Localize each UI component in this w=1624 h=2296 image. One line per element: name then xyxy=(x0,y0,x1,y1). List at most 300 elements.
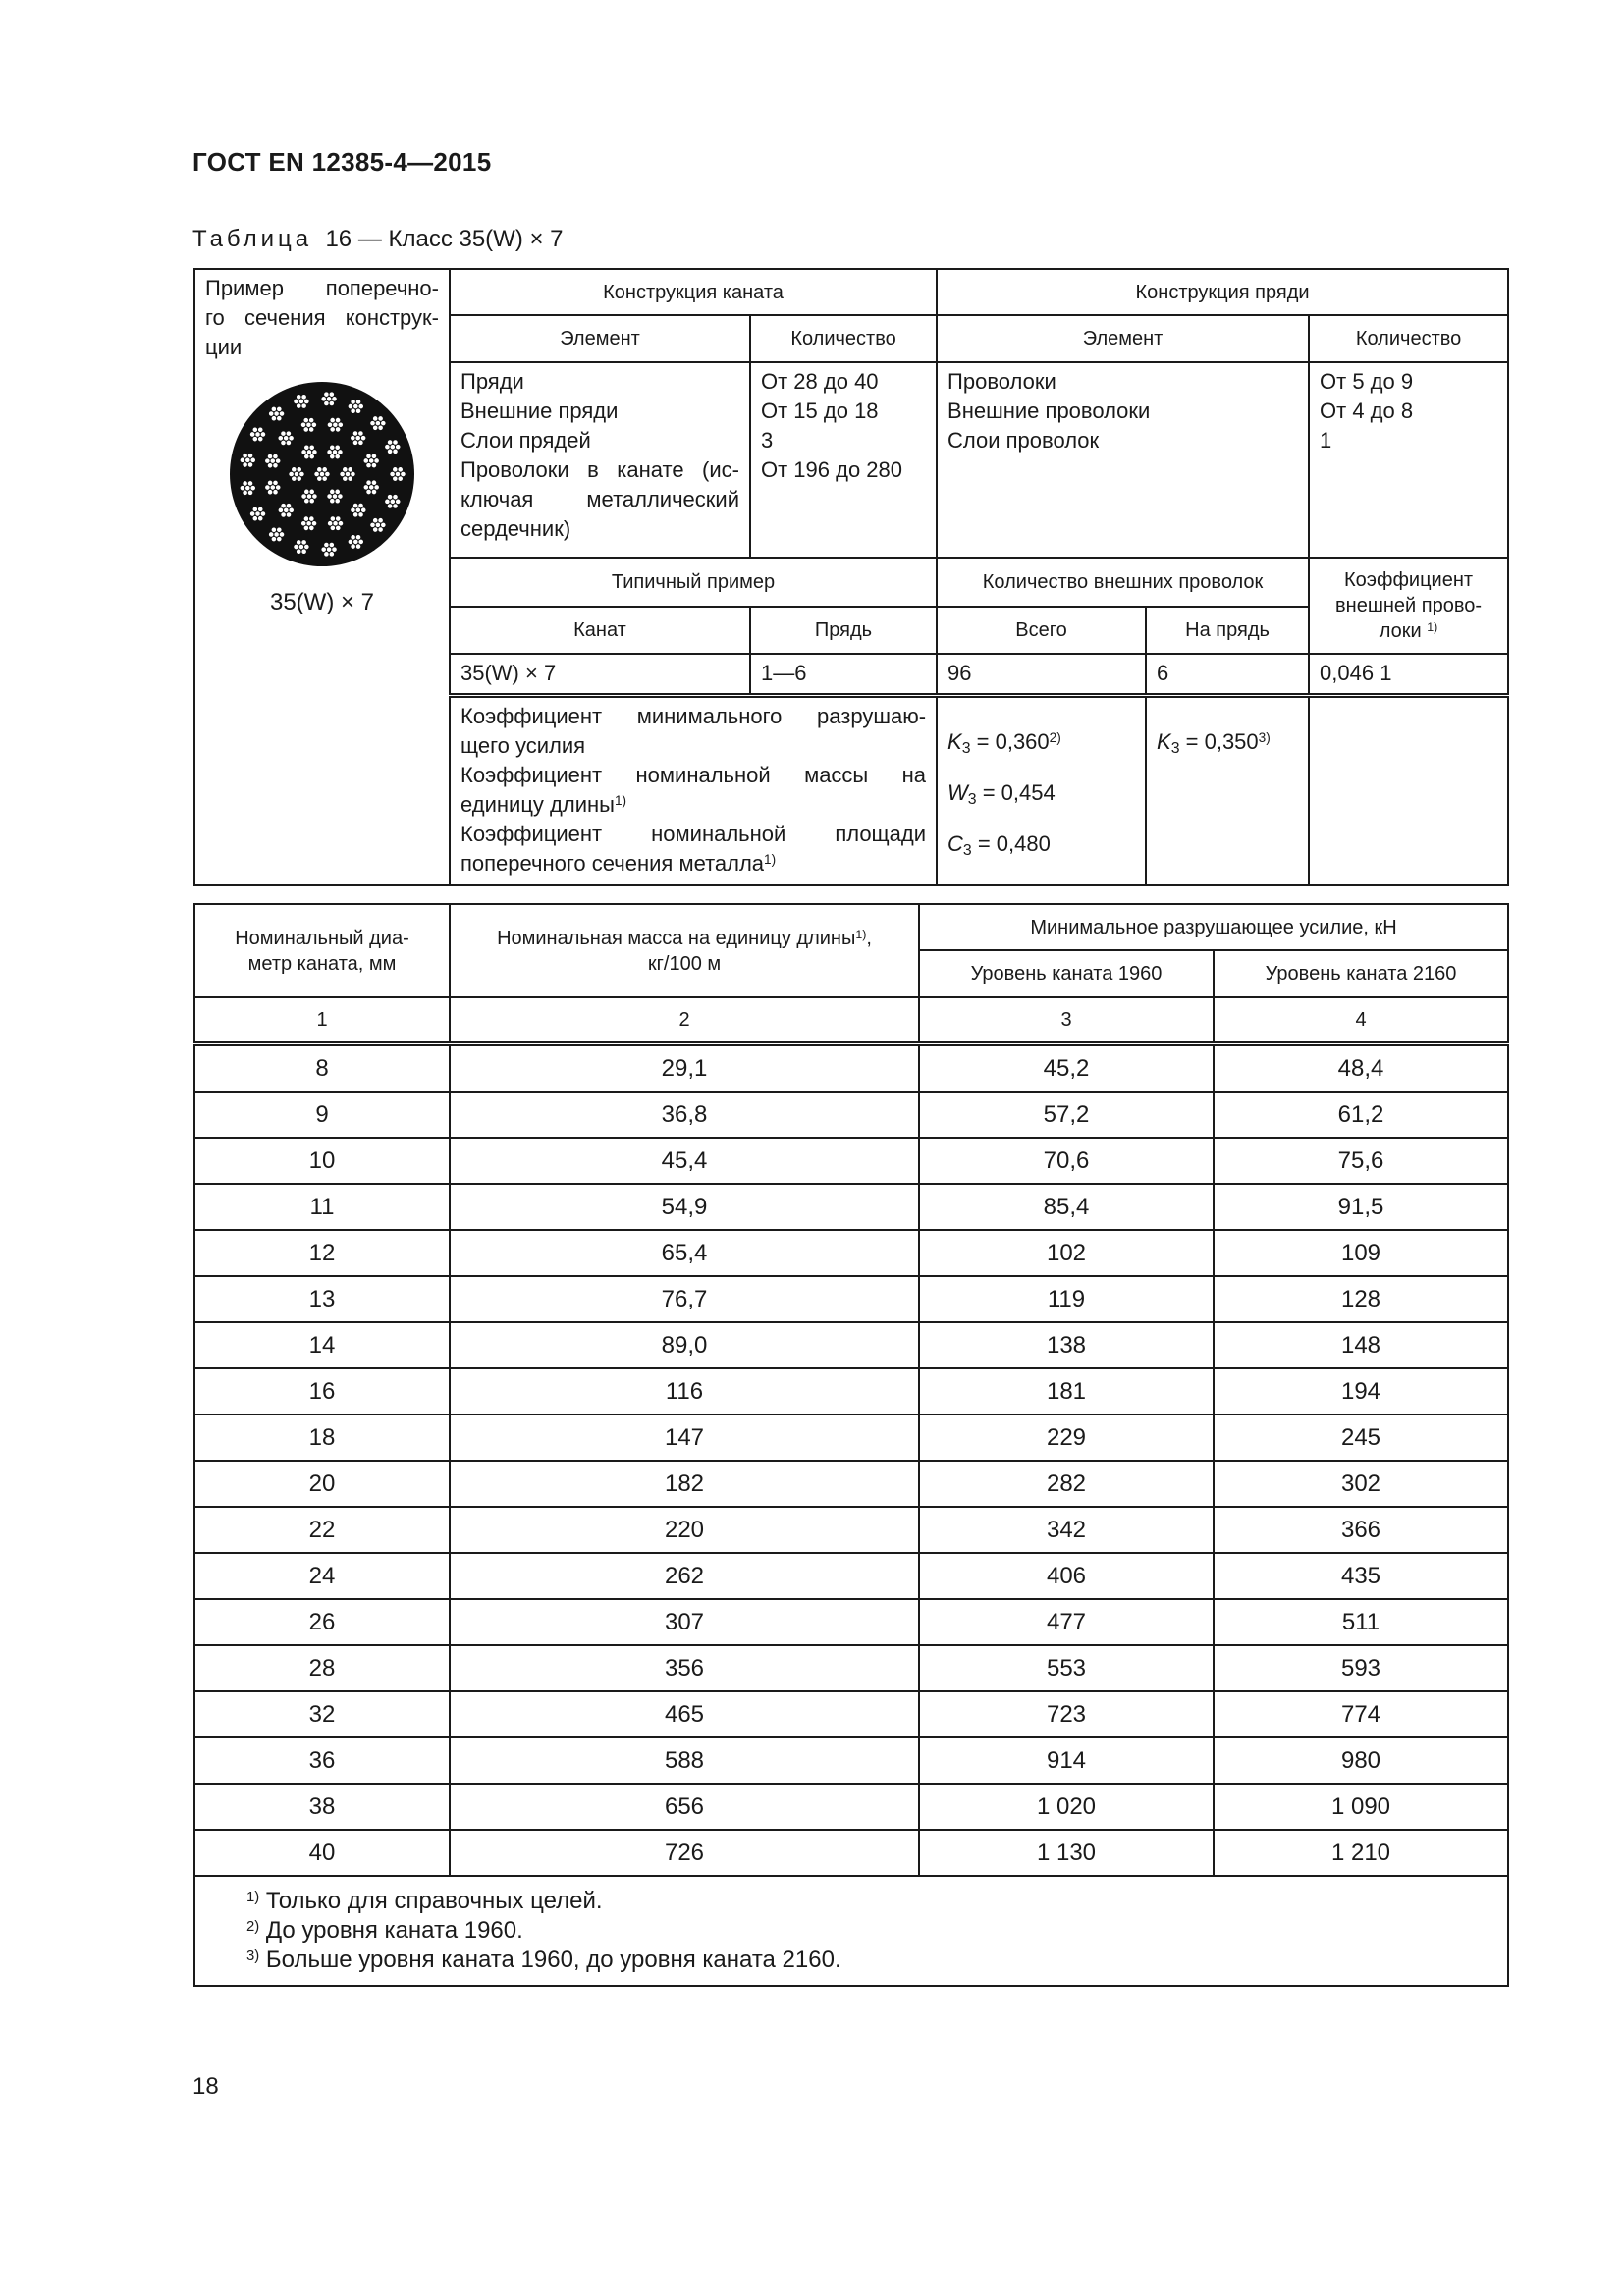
table-cell: 14 xyxy=(194,1322,450,1368)
rope-label: 35(W) × 7 xyxy=(269,589,375,615)
strand xyxy=(321,542,337,557)
coef-text-line xyxy=(460,849,926,879)
strand xyxy=(249,507,265,521)
wire xyxy=(335,489,340,494)
wire xyxy=(373,517,378,522)
table-row xyxy=(194,1322,1508,1368)
table-cell: 181 xyxy=(919,1368,1214,1415)
coefficients-values-1960 xyxy=(937,695,1146,885)
table-cell: 65,4 xyxy=(450,1230,919,1276)
wire xyxy=(301,549,306,554)
strand xyxy=(363,480,379,495)
wire xyxy=(247,462,252,467)
wire xyxy=(393,449,398,454)
table-cell: 28 xyxy=(194,1645,450,1691)
k3-coefficient-2160 xyxy=(1157,727,1298,757)
table-row xyxy=(194,1645,1508,1691)
wire xyxy=(247,481,252,486)
column-number: 1 xyxy=(194,997,450,1044)
rope-element: Проволоки в канате (ис- xyxy=(460,457,739,482)
table-row xyxy=(194,1368,1508,1415)
wire xyxy=(271,406,276,411)
wire xyxy=(304,445,309,450)
table-caption-title: 16 — Класс 35(W) × 7 xyxy=(325,226,564,252)
table-cell: 465 xyxy=(450,1691,919,1737)
strand xyxy=(289,467,304,482)
typical-example-header: Типичный пример xyxy=(450,558,937,607)
wire xyxy=(371,489,376,494)
rope-element: сердечник) xyxy=(460,516,571,541)
coef-subscript: 3 xyxy=(962,842,972,860)
wire xyxy=(358,440,363,445)
table-cell: 8 xyxy=(194,1044,450,1093)
wire xyxy=(247,453,252,457)
coef-text: поперечного сечения металла xyxy=(460,850,765,876)
wire xyxy=(271,527,276,532)
table-row xyxy=(194,1044,1508,1093)
footnote xyxy=(246,1916,1507,1946)
rope-col-header: Канат xyxy=(450,607,750,654)
strand xyxy=(294,395,309,409)
table-cell: 109 xyxy=(1214,1230,1508,1276)
wire xyxy=(286,440,291,445)
table-cell: 38 xyxy=(194,1784,450,1830)
per-strand-col-header: На прядь xyxy=(1146,607,1309,654)
table-row xyxy=(194,1415,1508,1461)
table-cell: 85,4 xyxy=(919,1184,1214,1230)
wire xyxy=(324,392,329,397)
wire xyxy=(301,540,306,545)
footnote-text: Только для справочных целей. xyxy=(259,1888,603,1914)
table-cell: 16 xyxy=(194,1368,450,1415)
coef-subscript: 3 xyxy=(1170,740,1180,758)
document-code: ГОСТ EN 12385-4—2015 xyxy=(192,147,492,177)
mass-header xyxy=(450,904,919,997)
table-cell: 22 xyxy=(194,1507,450,1553)
footnote-text: До уровня каната 1960. xyxy=(259,1917,523,1944)
table-row xyxy=(194,1230,1508,1276)
wire xyxy=(387,440,392,445)
wire xyxy=(267,480,272,485)
coef-value: = 0,454 xyxy=(976,779,1056,805)
wire xyxy=(348,476,352,481)
coef-symbol: C xyxy=(947,830,963,856)
table-cell: 91,5 xyxy=(1214,1184,1508,1230)
coef-value: = 0,350 xyxy=(1179,728,1259,754)
wire xyxy=(378,425,383,430)
header-line xyxy=(460,926,908,951)
table-cell: 593 xyxy=(1214,1645,1508,1691)
wire xyxy=(277,416,282,421)
wire xyxy=(304,489,309,494)
outer-wires-header: Количество внешних проволок xyxy=(937,558,1309,607)
table-cell: 54,9 xyxy=(450,1184,919,1230)
wire xyxy=(355,544,360,549)
strand-quantities-cell xyxy=(1309,362,1508,558)
coef-symbol: W xyxy=(947,779,968,805)
strand xyxy=(278,431,294,446)
wire xyxy=(277,527,282,532)
table-body xyxy=(194,1044,1508,1877)
strand-element-header: Элемент xyxy=(937,315,1309,362)
coefficients-description xyxy=(450,695,937,885)
table-row xyxy=(194,1092,1508,1138)
construction-table xyxy=(193,268,1509,886)
strand-quantity: От 4 до 8 xyxy=(1320,399,1414,423)
table-cell: 1 130 xyxy=(919,1830,1214,1876)
footnote-ref: 1) xyxy=(764,852,777,868)
strand xyxy=(268,527,284,542)
table-caption-prefix: Таблица xyxy=(192,226,313,252)
wire xyxy=(324,542,329,547)
strand xyxy=(385,440,401,454)
table-cell: 10 xyxy=(194,1138,450,1184)
rope-element: Пряди xyxy=(460,369,524,394)
coef-header-text: локи xyxy=(1379,620,1422,642)
rope-quantity: От 196 до 280 xyxy=(761,457,903,482)
wire xyxy=(335,498,340,503)
coef-header-line: Коэффициент xyxy=(1344,569,1474,591)
breaking-force-group-header: Минимальное разрушающее усилие, кН xyxy=(919,904,1508,950)
table-row xyxy=(194,1784,1508,1830)
wire xyxy=(308,427,313,432)
table-cell: 45,2 xyxy=(919,1044,1214,1093)
example-rope-value: 35(W) × 7 xyxy=(450,654,750,695)
wire xyxy=(352,503,357,507)
wire xyxy=(267,454,272,458)
wire xyxy=(398,467,403,472)
table-cell: 75,6 xyxy=(1214,1138,1508,1184)
wire xyxy=(309,489,314,494)
header-line: Номинальный диа- xyxy=(235,927,409,949)
wire xyxy=(297,395,301,400)
rope-quantity: От 15 до 18 xyxy=(761,399,879,423)
wire xyxy=(329,392,334,397)
grade-1960-header: Уровень каната 1960 xyxy=(919,950,1214,997)
grade-2160-header: Уровень каната 2160 xyxy=(1214,950,1508,997)
strand xyxy=(249,427,265,442)
strand xyxy=(351,503,366,517)
strand xyxy=(301,445,317,459)
strand-elements-cell xyxy=(937,362,1309,558)
wire xyxy=(303,417,308,422)
strand xyxy=(363,454,379,468)
table-cell: 147 xyxy=(450,1415,919,1461)
wire xyxy=(330,417,335,422)
table-cell: 89,0 xyxy=(450,1322,919,1368)
table-cell: 116 xyxy=(450,1368,919,1415)
table-row xyxy=(194,1276,1508,1322)
table-cell: 774 xyxy=(1214,1691,1508,1737)
wire xyxy=(258,436,263,441)
wire xyxy=(303,516,308,521)
rope-elements-cell xyxy=(450,362,750,558)
wire xyxy=(297,540,301,545)
coef-subscript: 3 xyxy=(961,740,971,758)
strand xyxy=(385,494,401,508)
footnotes xyxy=(194,1876,1508,1986)
rope-element: Слои прядей xyxy=(460,428,591,453)
rope-element: ключая металлический xyxy=(460,487,739,511)
wire xyxy=(301,403,306,408)
table-cell: 26 xyxy=(194,1599,450,1645)
example-line: ции xyxy=(205,335,243,359)
wire xyxy=(286,431,291,436)
w3-coefficient xyxy=(947,778,1135,808)
wire xyxy=(286,512,291,517)
coef-text-line: Коэффициент номинальной площади xyxy=(460,821,927,846)
strand xyxy=(265,480,281,495)
table-cell: 61,2 xyxy=(1214,1092,1508,1138)
table-cell: 119 xyxy=(919,1276,1214,1322)
total-col-header: Всего xyxy=(937,607,1146,654)
table-cell: 726 xyxy=(450,1830,919,1876)
table-cell: 342 xyxy=(919,1507,1214,1553)
footnote-mark: 1) xyxy=(246,1890,260,1906)
wire xyxy=(277,536,282,541)
strand xyxy=(268,406,284,421)
wire xyxy=(301,395,306,400)
wire xyxy=(336,516,341,521)
strand xyxy=(327,445,343,459)
table-cell: 406 xyxy=(919,1553,1214,1599)
table-cell: 302 xyxy=(1214,1461,1508,1507)
table-row xyxy=(194,1737,1508,1784)
table-cell: 138 xyxy=(919,1322,1214,1368)
wire xyxy=(355,535,360,540)
table-cell: 36,8 xyxy=(450,1092,919,1138)
wire xyxy=(366,454,371,458)
wire xyxy=(309,445,314,450)
column-number: 4 xyxy=(1214,997,1508,1044)
wire xyxy=(378,517,383,522)
wire xyxy=(322,476,327,481)
strand xyxy=(300,417,316,432)
wire xyxy=(330,489,335,494)
table-cell: 656 xyxy=(450,1784,919,1830)
strand xyxy=(348,400,363,414)
wire xyxy=(273,454,278,458)
wire xyxy=(387,494,392,499)
wire xyxy=(258,507,263,511)
wire xyxy=(273,463,278,468)
strand xyxy=(370,517,386,532)
table-cell: 980 xyxy=(1214,1737,1508,1784)
table-cell: 182 xyxy=(450,1461,919,1507)
rope-quantity: 3 xyxy=(761,428,774,453)
table-cell: 9 xyxy=(194,1092,450,1138)
wire xyxy=(309,516,314,521)
wire xyxy=(335,445,340,450)
footnote-ref: 1) xyxy=(1427,620,1438,635)
cross-section-cell xyxy=(194,269,450,885)
wire xyxy=(393,467,398,472)
table-row xyxy=(194,1184,1508,1230)
wire xyxy=(247,490,252,495)
wire xyxy=(252,427,257,432)
coefficients-values-2160 xyxy=(1146,695,1309,885)
strand xyxy=(351,431,366,446)
wire xyxy=(366,480,371,485)
table-cell: 70,6 xyxy=(919,1138,1214,1184)
table-row xyxy=(194,1599,1508,1645)
table-cell: 229 xyxy=(919,1415,1214,1461)
table-cell: 48,4 xyxy=(1214,1044,1508,1093)
strand-col-header: Прядь xyxy=(750,607,937,654)
coef-text-line xyxy=(460,790,926,820)
breaking-force-table xyxy=(193,903,1509,1987)
table-cell: 282 xyxy=(919,1461,1214,1507)
example-per-strand-value: 6 xyxy=(1146,654,1309,695)
wire xyxy=(351,535,355,540)
wire xyxy=(371,462,376,467)
wire xyxy=(317,467,322,472)
footnote-ref: 1) xyxy=(614,793,627,809)
wire xyxy=(297,476,301,481)
table-row xyxy=(194,1138,1508,1184)
footnote-text: Больше уровня каната 1960, до уровня каната 2160. xyxy=(259,1947,841,1973)
table-row xyxy=(194,1461,1508,1507)
wire xyxy=(335,417,340,422)
wire xyxy=(308,417,313,422)
example-coef-value: 0,046 1 xyxy=(1309,654,1508,695)
wire xyxy=(281,503,286,507)
strand xyxy=(340,467,355,482)
wire xyxy=(378,416,383,421)
rope-element-header: Элемент xyxy=(450,315,750,362)
wire xyxy=(378,527,383,532)
strand xyxy=(348,535,363,550)
strand xyxy=(390,467,406,482)
rope-quantities-cell xyxy=(750,362,937,558)
column-number: 2 xyxy=(450,997,919,1044)
coef-symbol: K xyxy=(947,728,962,754)
strand xyxy=(265,454,281,468)
wire xyxy=(336,525,341,530)
wire xyxy=(286,503,291,507)
wire xyxy=(281,431,286,436)
strand xyxy=(301,516,317,531)
table-cell: 553 xyxy=(919,1645,1214,1691)
strand xyxy=(314,467,330,482)
strand-quantity: 1 xyxy=(1320,428,1332,453)
wire xyxy=(273,490,278,495)
footnote-ref: 1) xyxy=(855,927,867,941)
coef-text-line: Коэффициент минимального разрушаю- xyxy=(460,703,927,728)
table-cell: 45,4 xyxy=(450,1138,919,1184)
wire xyxy=(309,454,314,458)
wire xyxy=(309,498,314,503)
table-cell: 914 xyxy=(919,1737,1214,1784)
wire xyxy=(330,445,335,450)
footnote-ref: 3) xyxy=(1258,730,1271,746)
table-cell: 40 xyxy=(194,1830,450,1876)
strand xyxy=(370,416,386,431)
example-total-value: 96 xyxy=(937,654,1146,695)
wire xyxy=(258,516,263,521)
wire xyxy=(373,416,378,421)
wire xyxy=(343,467,348,472)
coef-header-line xyxy=(1316,618,1501,644)
table-cell: 76,7 xyxy=(450,1276,919,1322)
coef-text-line: Коэффициент номинальной массы на xyxy=(460,762,927,787)
table-cell: 128 xyxy=(1214,1276,1508,1322)
footnote xyxy=(246,1946,1507,1975)
strand xyxy=(278,503,294,517)
coef-subscript: 3 xyxy=(967,791,977,809)
table-cell: 36 xyxy=(194,1737,450,1784)
header-text: Номинальная масса на единицу длины xyxy=(497,927,856,949)
wire xyxy=(371,480,376,485)
strand xyxy=(327,417,343,432)
wire xyxy=(352,431,357,436)
page-number: 18 xyxy=(192,2073,219,2100)
rope-cross-section-image xyxy=(205,376,439,580)
table-cell: 1 020 xyxy=(919,1784,1214,1830)
column-number: 3 xyxy=(919,997,1214,1044)
header-line: метр каната, мм xyxy=(247,952,397,975)
header-comma: , xyxy=(866,927,872,949)
strand-construction-header: Конструкция пряди xyxy=(937,269,1508,315)
table-cell: 32 xyxy=(194,1691,450,1737)
table-cell: 435 xyxy=(1214,1553,1508,1599)
coefficients-empty-cell xyxy=(1309,695,1508,885)
footnote xyxy=(246,1887,1507,1916)
wire xyxy=(329,552,334,557)
table-cell: 511 xyxy=(1214,1599,1508,1645)
wire xyxy=(292,467,297,472)
c3-coefficient xyxy=(947,829,1135,859)
strand xyxy=(240,453,255,467)
diameter-header xyxy=(194,904,450,997)
wire xyxy=(358,503,363,507)
header-line: кг/100 м xyxy=(647,952,722,975)
wire xyxy=(351,400,355,404)
wire xyxy=(329,400,334,405)
table-cell: 57,2 xyxy=(919,1092,1214,1138)
strand xyxy=(240,481,255,496)
table-cell: 366 xyxy=(1214,1507,1508,1553)
wire xyxy=(243,481,247,486)
wire xyxy=(358,431,363,436)
wire xyxy=(355,400,360,404)
wire xyxy=(330,516,335,521)
table-cell: 477 xyxy=(919,1599,1214,1645)
table-cell: 723 xyxy=(919,1691,1214,1737)
strand-element: Слои проволок xyxy=(947,428,1100,453)
table-cell: 18 xyxy=(194,1415,450,1461)
example-strand-value: 1—6 xyxy=(750,654,937,695)
table-cell: 220 xyxy=(450,1507,919,1553)
table-cell: 29,1 xyxy=(450,1044,919,1093)
wire xyxy=(393,494,398,499)
strand-quantity: От 5 до 9 xyxy=(1320,369,1414,394)
table-caption xyxy=(192,226,564,253)
wire xyxy=(273,480,278,485)
coef-symbol: K xyxy=(1157,728,1171,754)
footnote-ref: 2) xyxy=(1049,730,1061,746)
table-cell: 102 xyxy=(919,1230,1214,1276)
table-cell: 12 xyxy=(194,1230,450,1276)
strand-element: Проволоки xyxy=(947,369,1056,394)
coef-value: = 0,360 xyxy=(970,728,1050,754)
wire xyxy=(277,406,282,411)
table-cell: 194 xyxy=(1214,1368,1508,1415)
rope-quantity: От 28 до 40 xyxy=(761,369,879,394)
strand xyxy=(294,540,309,555)
strand xyxy=(327,489,343,504)
table-cell: 148 xyxy=(1214,1322,1508,1368)
